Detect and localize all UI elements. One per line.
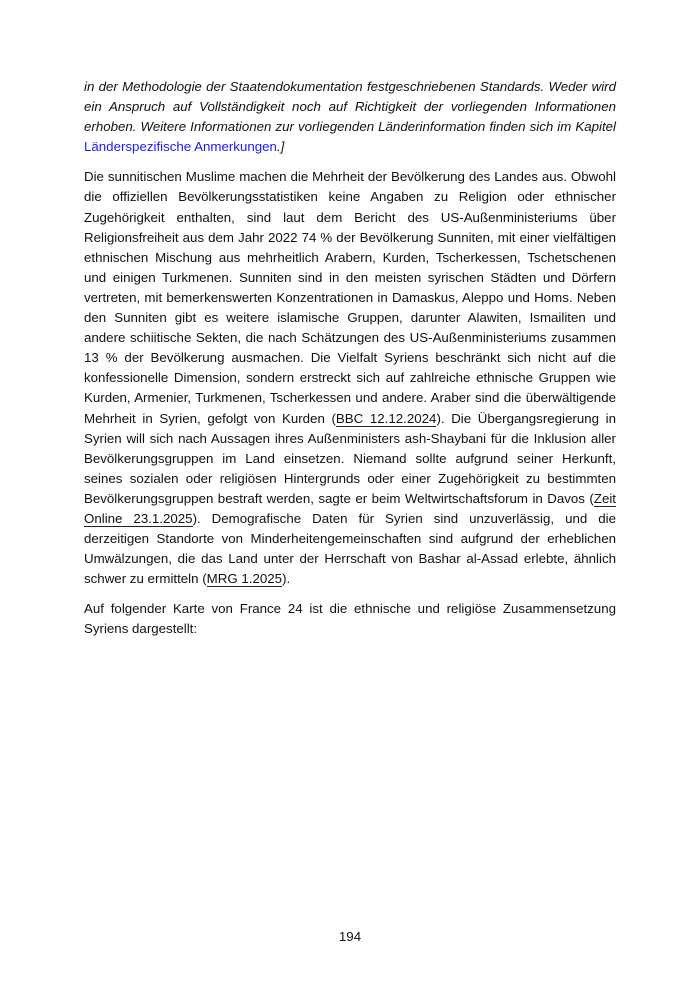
paragraph-text-part-2: ). Die Übergangsregierung in Syrien will sich nach Aussagen ihres Außenministers ash-Shaybani für die Inklusion aller Bevölkerungsgruppen im Land einsetzen. Niemand sollte aufgrund seiner Herkunft, seines sozialen oder religiösen Hintergrunds oder einer Zugehörigkeit zu bestimmten Bevölkerungsgruppen bestraft werden, sagte er beim Weltwirtschaftsforum in Davos ( [84,410,616,506]
document-page-content [84,77,616,650]
methodology-note-paragraph [84,77,616,157]
religion-ethnicity-paragraph [84,167,616,589]
methodology-note-end: .] [276,139,285,155]
source-citation-mrg[interactable]: MRG 1.2025 [206,571,283,587]
paragraph-text-part-4: ). [282,571,291,587]
methodology-note-text: in der Methodologie der Staatendokumentation festgeschriebenen Standards. Weder wird ein Anspruch auf Vollständigkeit noch auf Richtigkeit der vorliegenden Informationen erhoben. Weitere Informationen zur vorliegenden Länderinformation finden sich im Kapitel [84,79,616,135]
page-number: 194 [338,929,362,944]
source-citation-zeit-online[interactable]: Zeit Online 23.1.2025 [84,490,616,526]
map-intro-paragraph: Auf folgender Karte von France 24 ist die ethnische und religiöse Zusammensetzung Syriens dargestellt: [84,601,616,637]
paragraph-text-part-3: ). Demografische Daten für Syrien sind unzuverlässig, und die derzeitigen Standorte von Minderheitengemeinschaften sind aufgrund der erheblichen Umwälzungen, die das Land unter der Herrschaft von Bashar al-Assad erlebte, ähnlich schwer zu ermitteln ( [84,510,616,587]
country-notes-link[interactable]: Länderspezifische Anmerkungen [84,139,277,155]
paragraph-text-part-1: Die sunnitischen Muslime machen die Mehrheit der Bevölkerung des Landes aus. Obwohl die offiziellen Bevölkerungsstatistiken keine Angaben zu Religion oder ethnischer Zugehörigkeit enthalten, sind laut dem Bericht des US-Außenministeriums über Religionsfreiheit aus dem Jahr 2022 74 % der Bevölkerung Sunniten, mit einer vielfältigen ethnischen Mischung aus mehrheitlich Arabern, Kurden, Tscherkessen, Tschetschenen und einigen Turkmenen. Sunniten sind in den meisten syrischen Städten und Dörfern vertreten, mit bemerkenswerten Konzentrationen in Damaskus, Aleppo und Homs. Neben den Sunniten gibt es weitere islamische Gruppen, darunter Alawiten, Ismailiten und andere schiitische Sekten, die nach Schätzungen des US-Außenministeriums zusammen 13 % der Bevölkerung ausmachen. Die Vielfalt Syriens beschränkt sich nicht auf die konfessionelle Dimension, sondern erstreckt sich auf zahlreiche ethnische Gruppen wie Kurden, Armenier, Turkmenen, Tscherkessen und andere. Araber sind die überwältigende Mehrheit in Syrien, gefolgt von Kurden ( [84,169,616,426]
source-citation-bbc[interactable]: BBC 12.12.2024 [335,410,437,426]
